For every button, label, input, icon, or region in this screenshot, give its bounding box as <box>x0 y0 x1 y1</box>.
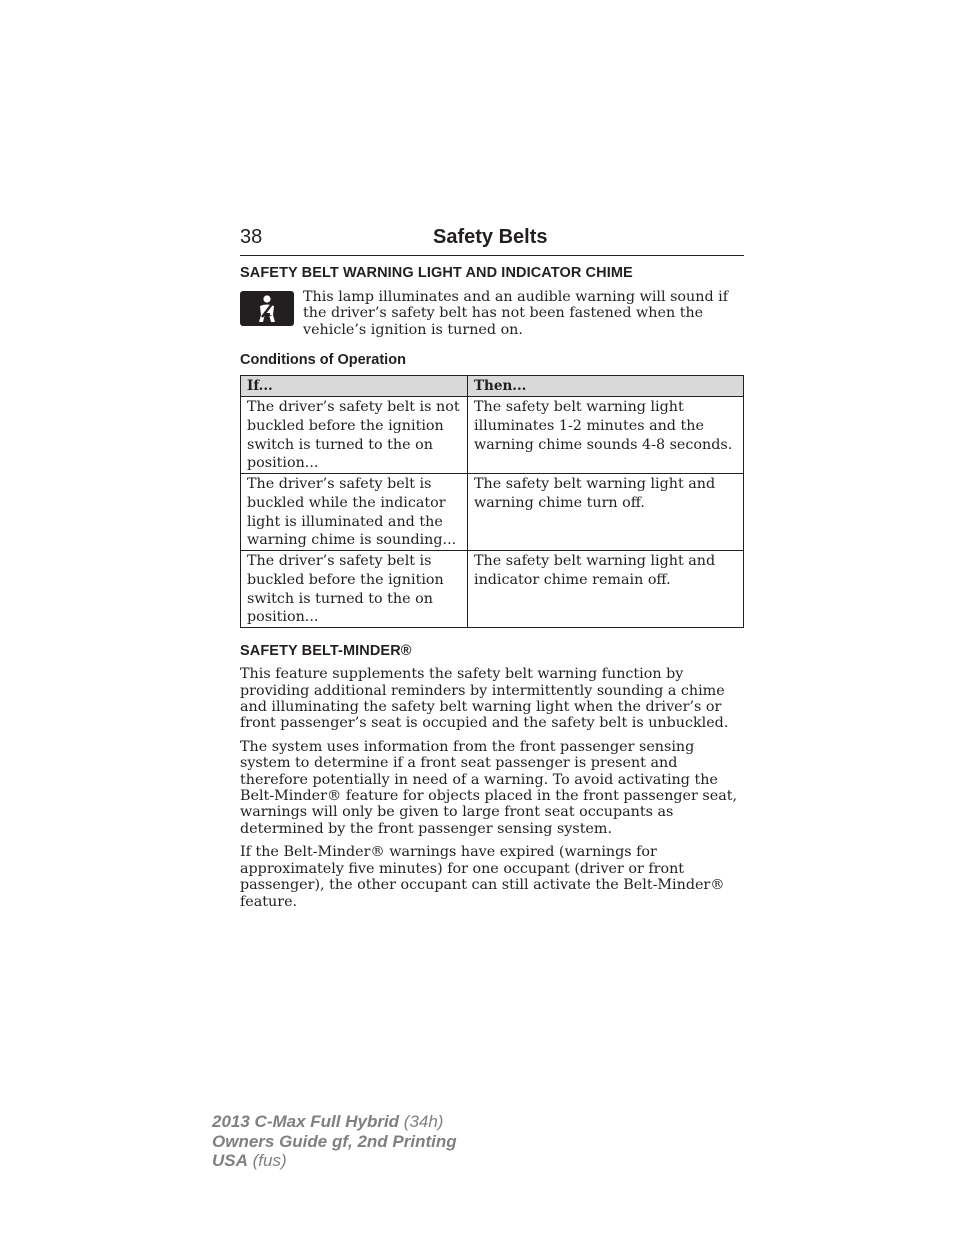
document-footer <box>212 1112 457 1171</box>
seatbelt-warning-icon <box>240 291 294 326</box>
table-cell-if: The driver’s safety belt is buckled before the ignition switch is turned to the on position... <box>241 551 468 628</box>
footer-line-guide <box>212 1132 457 1152</box>
table-row <box>241 551 744 628</box>
table-row <box>241 397 744 474</box>
page-header <box>240 226 744 256</box>
column-header-then: Then... <box>468 376 744 397</box>
table-row <box>241 474 744 551</box>
column-header-if: If... <box>241 376 468 397</box>
footer-market: USA <box>212 1151 248 1170</box>
table-cell-then: The safety belt warning light and indicator chime remain off. <box>468 551 744 628</box>
table-cell-if: The driver’s safety belt is not buckled before the ignition switch is turned to the on position... <box>241 397 468 474</box>
page-content <box>240 226 744 910</box>
page-number: 38 <box>240 226 263 248</box>
belt-minder-paragraph: This feature supplements the safety belt warning function by providing additional reminders by intermittently sounding a chime and illuminating the safety belt warning light when the driver’s or front passenger’s seat is occupied and the safety belt is unbuckled. <box>240 666 729 732</box>
warning-light-description: This lamp illuminates and an audible warning will sound if the driver’s safety belt has not been fastened when the vehicle’s ignition is turned on. <box>303 289 729 338</box>
page-title: Safety Belts <box>433 226 548 248</box>
footer-guide: Owners Guide gf, 2nd Printing <box>212 1131 457 1151</box>
belt-minder-paragraph: If the Belt-Minder® warnings have expired (warnings for approximately five minutes) for one occupant (driver or front passenger), the other occupant can still activate the Belt-Minder® feature. <box>240 844 725 910</box>
footer-line-market <box>212 1151 457 1171</box>
table-header-row <box>241 376 744 397</box>
table-cell-if: The driver’s safety belt is buckled while the indicator light is illuminated and the warning chime is sounding... <box>241 474 468 551</box>
belt-minder-paragraph: The system uses information from the front passenger sensing system to determine if a front seat passenger is present and therefore potentially in need of a warning. To avoid activating the Belt-Minder® feature for objects placed in the front passenger seat, warnings will only be given to large front seat occupants as determined by the front passenger sensing system. <box>240 738 738 837</box>
footer-line-model <box>212 1112 457 1132</box>
warning-light-intro <box>240 289 744 338</box>
table-cell-then: The safety belt warning light and warning chime turn off. <box>468 474 744 551</box>
conditions-table <box>240 375 744 628</box>
table-cell-then: The safety belt warning light illuminates 1-2 minutes and the warning chime sounds 4-8 seconds. <box>468 397 744 474</box>
footer-model-code: (34h) <box>399 1112 444 1131</box>
footer-market-code: (fus) <box>247 1151 287 1170</box>
footer-model: 2013 C-Max Full Hybrid <box>212 1112 400 1131</box>
conditions-heading: Conditions of Operation <box>240 352 406 369</box>
section-heading-belt-minder: SAFETY BELT-MINDER® <box>240 643 412 660</box>
section-heading-warning-light: SAFETY BELT WARNING LIGHT AND INDICATOR CHIME <box>240 265 633 281</box>
